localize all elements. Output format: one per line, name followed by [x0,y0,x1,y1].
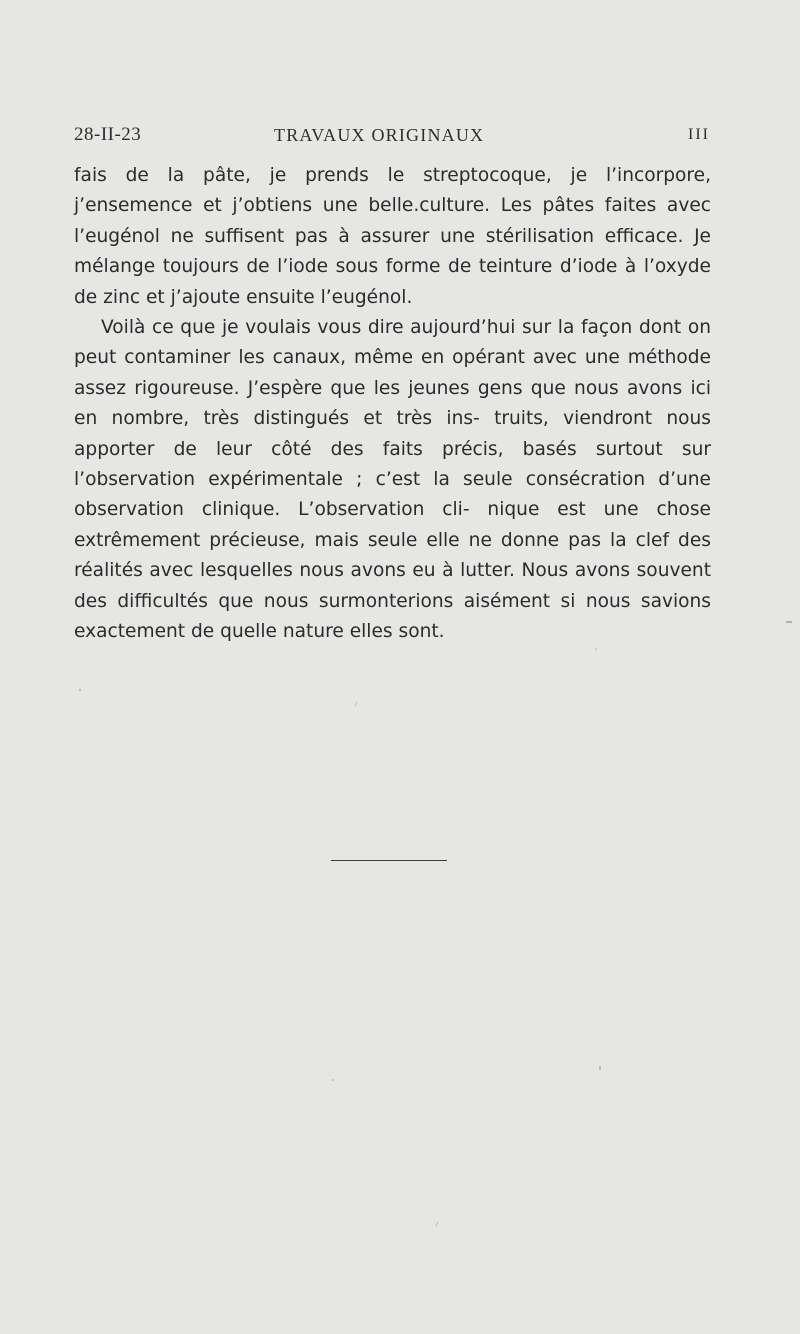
body-text [74,161,711,648]
paper-speck [332,1079,334,1081]
paper-speck [436,1222,438,1226]
paper-speck [79,689,81,691]
running-head [74,122,710,148]
header-title: TRAVAUX ORIGINAUX [274,125,485,145]
header-date: 28-II-23 [74,124,142,145]
section-end-rule [331,860,447,861]
paper-speck [595,648,597,650]
page-number: III [688,126,710,143]
paper-speck [355,702,357,706]
paragraph-2: Voilà ce que je voulais vous dire aujourd’hui sur la façon dont on peut contaminer les canaux, même en opérant avec une méthode assez rigoureuse. J’espère que les jeunes gens que nous avons ici en nombre, très distingués et très ins- truits, viendront nous apporter de leur côté des faits précis, basés surtout sur l’observation expérimentale ; c’est la seule consécration d’une observation clinique. L’observation cli- nique est une chose extrêmement précieuse, mais seule elle ne donne pas la clef des réalités avec lesquelles nous avons eu à lutter. Nous avons souvent des difficultés que nous surmonterions aisément si nous savions exactement de quelle nature elles sont. [74,317,711,643]
paragraph-1: fais de la pâte, je prends le streptocoque, je l’incorpore, j’ensemence et j’obtiens une belle.culture. Les pâtes faites avec l’eugénol ne suffisent pas à assurer une stérilisation efficace. Je mélange toujours de l’iode sous forme de teinture d’iode à l’oxyde de zinc et j’ajoute ensuite l’eugénol. [74,165,711,308]
